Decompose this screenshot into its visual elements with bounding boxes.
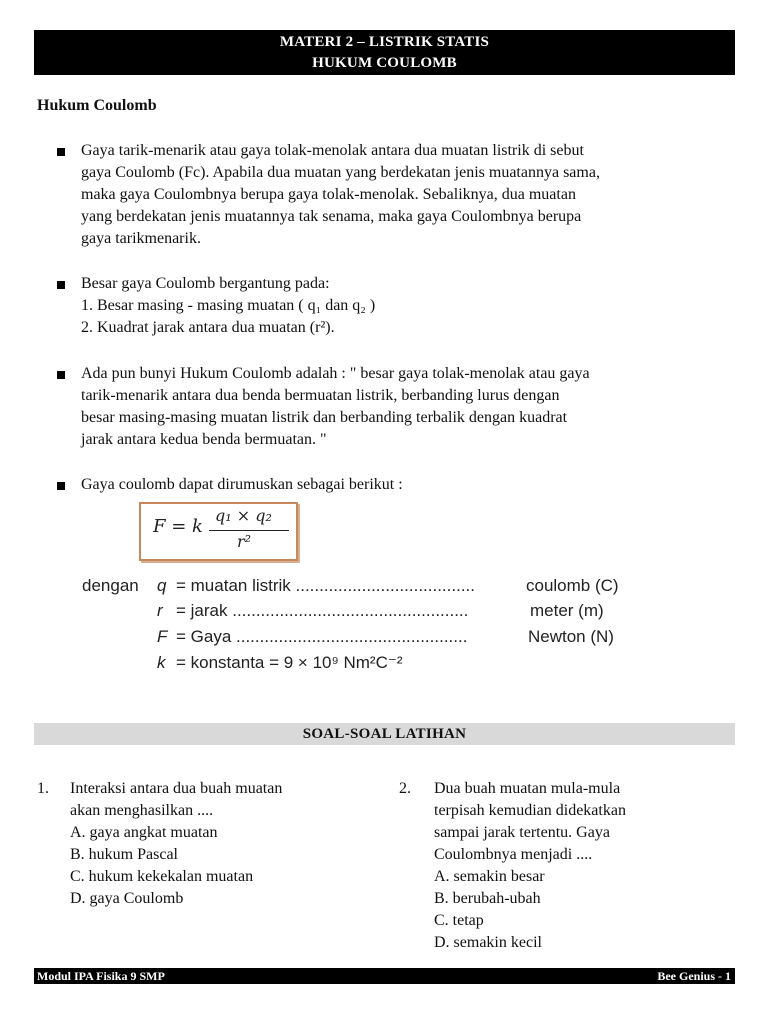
text-line: maka gaya Coulombnya berupa gaya tolak-menolak. Sebaliknya, dua muatan (81, 186, 576, 203)
formula-lhs: F = k (153, 516, 203, 537)
footer-module-name: Modul IPA Fisika 9 SMP (37, 969, 165, 983)
list-item: 1. Besar masing - masing muatan ( q₁ dan q₂ ) (81, 297, 376, 314)
text-line: gaya tarikmenarik. (81, 230, 201, 247)
question-text: sampai jarak tertentu. Gaya (434, 824, 610, 841)
chapter-subtitle: HUKUM COULOMB (312, 55, 457, 71)
text-line: jarak antara kedua benda bermuatan. " (81, 431, 327, 448)
text-line: Gaya tarik-menarik atau gaya tolak-menolak antara dua muatan listrik di sebut (81, 142, 584, 159)
def-text: = Gaya ................................................. (176, 627, 468, 646)
answer-option: B. berubah-ubah (434, 890, 541, 907)
def-text: = muatan listrik ...................................... (176, 576, 475, 595)
answer-option: A. semakin besar (434, 868, 545, 885)
text-line: Ada pun bunyi Hukum Coulomb adalah : " besar gaya tolak-menolak atau gaya (81, 365, 590, 382)
formula-denominator: r² (237, 532, 252, 551)
question-2 (434, 778, 734, 954)
paragraph-definition (81, 140, 741, 250)
answer-option: A. gaya angkat muatan (70, 824, 218, 841)
text-line: yang berdekatan jenis muatannya tak senama, maka gaya Coulombnya berupa (81, 208, 582, 225)
bullet-icon (57, 482, 65, 490)
chapter-title: MATERI 2 – LISTRIK STATIS (279, 34, 490, 50)
exercise-section-header: SOAL-SOAL LATIHAN (34, 723, 735, 745)
fraction-line (209, 530, 289, 531)
paragraph-factors (81, 273, 741, 339)
section-title: Hukum Coulomb (37, 97, 157, 114)
answer-option: D. gaya Coulomb (70, 890, 184, 907)
list-item: 2. Kuadrat jarak antara dua muatan (r²). (81, 319, 335, 336)
def-symbol: k (157, 653, 166, 672)
def-text: = konstanta = 9 × 10⁹ Nm²C⁻² (176, 653, 403, 672)
question-text: terpisah kemudian didekatkan (434, 802, 626, 819)
bullet-icon (57, 371, 65, 379)
formula-box (139, 502, 298, 561)
answer-option: D. semakin kecil (434, 934, 542, 951)
text-line: Besar gaya Coulomb bergantung pada: (81, 275, 330, 292)
def-unit: Newton (N) (528, 627, 614, 646)
text-line: gaya Coulomb (Fc). Apabila dua muatan yang berdekatan jenis muatannya sama, (81, 164, 600, 181)
text-line: besar masing-masing muatan listrik dan berbanding terbalik dengan kuadrat (81, 409, 568, 426)
question-text: Coulombnya menjadi .... (434, 846, 593, 863)
paragraph-formula-intro: Gaya coulomb dapat dirumuskan sebagai berikut : (81, 476, 403, 493)
text-line: tarik-menarik antara dua benda bermuatan listrik, berbanding lurus dengan (81, 387, 560, 404)
def-symbol: q (157, 576, 167, 595)
answer-option: C. hukum kekekalan muatan (70, 868, 254, 885)
footer-page-number: Bee Genius - 1 (657, 969, 731, 983)
question-text: Dua buah muatan mula-mula (434, 780, 621, 797)
chapter-header (34, 30, 735, 75)
def-unit: meter (m) (530, 601, 604, 620)
question-text: akan menghasilkan .... (70, 802, 214, 819)
def-symbol: F (157, 627, 168, 646)
page-footer (34, 968, 735, 984)
question-number: 1. (37, 780, 49, 797)
bullet-icon (57, 148, 65, 156)
answer-option: B. hukum Pascal (70, 846, 178, 863)
question-number: 2. (399, 780, 411, 797)
formula-numerator: q₁ × q₂ (215, 506, 272, 525)
def-symbol: r (157, 601, 163, 620)
question-text: Interaksi antara dua buah muatan (70, 780, 283, 797)
answer-option: C. tetap (434, 912, 484, 929)
def-text: = jarak .................................................. (176, 601, 469, 620)
bullet-icon (57, 281, 65, 289)
def-unit: coulomb (C) (526, 576, 619, 595)
definitions-label: dengan (82, 576, 139, 595)
paragraph-law (81, 363, 741, 451)
question-1 (70, 778, 370, 910)
